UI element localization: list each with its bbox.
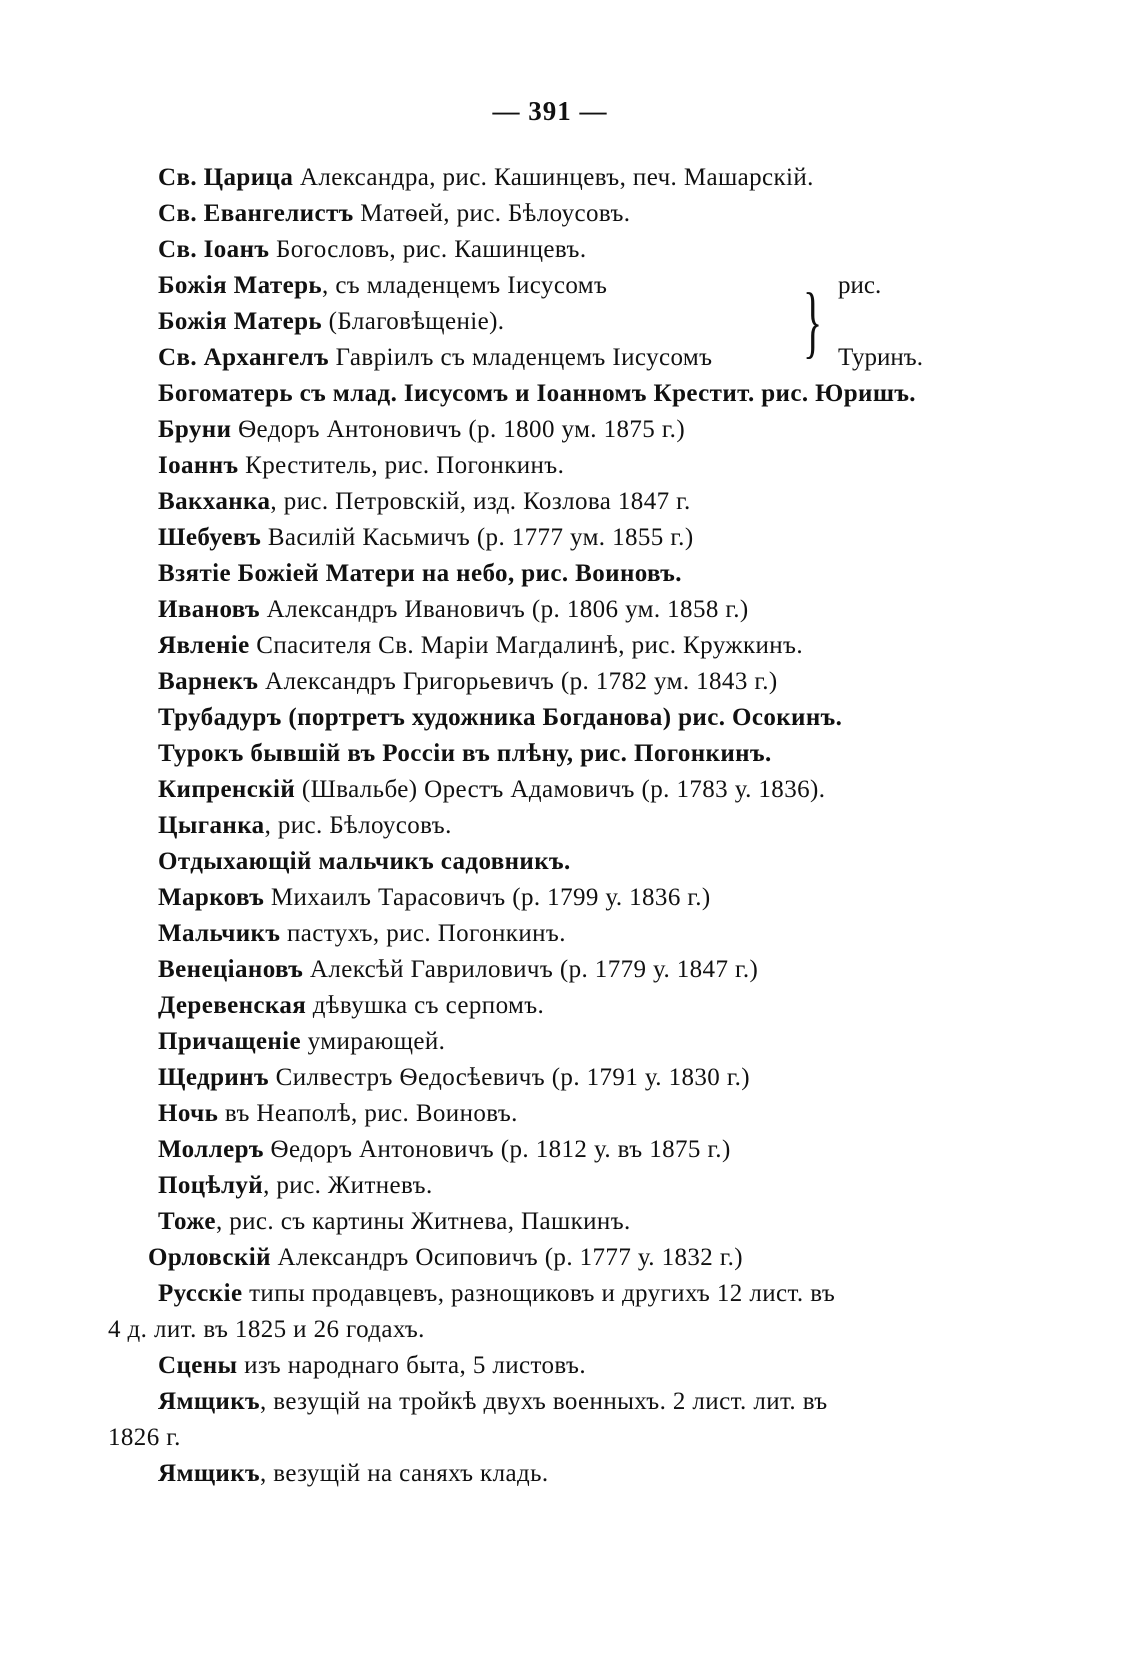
entry-heading: Тоже xyxy=(158,1208,216,1235)
entry-line xyxy=(108,700,1008,736)
entry-line xyxy=(108,376,1008,412)
entry-line xyxy=(108,1240,1008,1276)
entry-line xyxy=(108,1060,1008,1096)
entry-line xyxy=(108,232,1008,268)
entry-line xyxy=(108,448,1008,484)
entry-line xyxy=(108,196,1008,232)
entry-heading: Ямщикъ xyxy=(158,1460,260,1487)
entry-text: 4 д. лит. въ 1825 и 26 годахъ. xyxy=(108,1316,425,1343)
entry-heading: Ночь xyxy=(158,1100,219,1127)
entry-heading: Цыганка xyxy=(158,812,265,839)
entry-heading: Божія Матерь xyxy=(158,308,323,335)
entry-text: Ѳедоръ Антоновичъ (р. 1812 у. въ 1875 г.) xyxy=(263,1136,731,1163)
entry-line xyxy=(108,1168,1008,1204)
entry-heading: Св. Архангелъ xyxy=(158,344,330,371)
entry-text: Александра, рис. Кашинцевъ, печ. Машарскій. xyxy=(293,164,814,191)
entry-line xyxy=(108,1456,1008,1492)
entry-line xyxy=(108,1024,1008,1060)
entry-line xyxy=(108,664,1008,700)
entry-line xyxy=(108,1384,1008,1420)
curly-brace: } xyxy=(803,278,823,366)
entry-continuation xyxy=(108,1312,1008,1348)
entry-text: Ѳедоръ Антоновичъ (р. 1800 ум. 1875 г.) xyxy=(231,416,686,443)
entry-heading: Русскіе xyxy=(158,1280,243,1307)
entry-line xyxy=(108,412,1008,448)
entry-text: 1826 г. xyxy=(108,1424,181,1451)
entry-text: , съ младенцемъ Іисусомъ xyxy=(322,272,608,299)
entry-heading: Кипренскій xyxy=(158,776,296,803)
entry-heading: Шебуевъ xyxy=(158,524,262,551)
entry-text: Михаилъ Тарасовичъ (р. 1799 у. 1836 г.) xyxy=(264,884,711,911)
entry-heading: Турокъ бывшій въ Россіи въ плѣну, рис. Погонкинъ. xyxy=(158,740,772,767)
entry-heading: Поцѣлуй xyxy=(158,1172,264,1199)
entry-heading: Св. Царица xyxy=(158,164,294,191)
bracket-ris-label: рис. xyxy=(838,272,882,299)
bracket-turin-label: Туринъ. xyxy=(838,344,923,371)
entry-text: Креститель, рис. Погонкинъ. xyxy=(238,452,565,479)
entry-heading: Св. Евангелистъ xyxy=(158,200,354,227)
entry-line xyxy=(108,628,1008,664)
entry-heading: Марковъ xyxy=(158,884,265,911)
entry-line xyxy=(108,520,1008,556)
entry-heading: Причащеніе xyxy=(158,1028,302,1055)
entry-text: въ Неаполѣ, рис. Воиновъ. xyxy=(218,1100,518,1127)
entry-line xyxy=(108,484,1008,520)
entry-heading: Взятіе Божіей Матери на небо, рис. Воиновъ. xyxy=(158,560,682,587)
entry-text: , везущій на тройкѣ двухъ военныхъ. 2 лист. лит. въ xyxy=(259,1388,828,1415)
entry-heading: Орловскій xyxy=(148,1244,271,1271)
entry-list xyxy=(108,160,1008,1492)
entry-text: Силвестръ Ѳедосѣевичъ (р. 1791 у. 1830 г.) xyxy=(268,1064,751,1091)
entry-heading: Отдыхающій мальчикъ садовникъ. xyxy=(158,848,571,875)
entry-line xyxy=(108,952,1008,988)
entry-text: типы продавцевъ, разнощиковъ и другихъ 12 лист. въ xyxy=(242,1280,836,1307)
entry-text: (Швальбе) Орестъ Адамовичъ (р. 1783 у. 1836). xyxy=(295,776,826,803)
entry-text: пастухъ, рис. Погонкинъ. xyxy=(280,920,566,947)
entry-line xyxy=(108,1096,1008,1132)
entry-text: (Благовѣщеніе). xyxy=(322,308,505,335)
entry-heading: Божія Матерь xyxy=(158,272,323,299)
entry-heading: Вакханка xyxy=(158,488,271,515)
entry-heading: Св. Іоанъ xyxy=(158,236,270,263)
entry-heading: Мальчикъ xyxy=(158,920,281,947)
entry-text: Матѳей, рис. Бѣлоусовъ. xyxy=(353,200,631,227)
entry-heading: Моллеръ xyxy=(158,1136,264,1163)
entry-heading: Венеціановъ xyxy=(158,956,304,983)
entry-text: , рис. Петровскій, изд. Козлова 1847 г. xyxy=(270,488,691,515)
entry-line xyxy=(108,160,1008,196)
entry-continuation xyxy=(108,1420,1008,1456)
entry-line xyxy=(108,916,1008,952)
entry-line xyxy=(108,880,1008,916)
entry-heading: Богоматерь съ млад. Іисусомъ и Іоанномъ Крестит. рис. Юришъ. xyxy=(158,380,916,407)
page-number: — 391 — xyxy=(492,96,608,126)
entry-text: , везущій на саняхъ кладь. xyxy=(259,1460,549,1487)
entry-line xyxy=(108,772,1008,808)
entry-line xyxy=(108,592,1008,628)
entry-line xyxy=(108,1276,1008,1312)
entry-text: Александръ Григорьевичъ (р. 1782 ум. 1843 г.) xyxy=(258,668,778,695)
entry-line xyxy=(108,304,1008,340)
entry-line xyxy=(108,1132,1008,1168)
entry-text: Александръ Ивановичъ (р. 1806 ум. 1858 г.) xyxy=(259,596,749,623)
entry-heading: Ямщикъ xyxy=(158,1388,260,1415)
entry-text: Спасителя Св. Маріи Магдалинѣ, рис. Кружкинъ. xyxy=(249,632,804,659)
entry-line xyxy=(108,736,1008,772)
entry-text: Гавріилъ съ младенцемъ Іисусомъ xyxy=(329,344,713,371)
entry-heading: Іоаннъ xyxy=(158,452,239,479)
entry-text: Александръ Осиповичъ (р. 1777 у. 1832 г.) xyxy=(270,1244,744,1271)
entry-heading: Сцены xyxy=(158,1352,238,1379)
entry-text: умирающей. xyxy=(301,1028,446,1055)
entry-text: Богословъ, рис. Кашинцевъ. xyxy=(269,236,587,263)
entry-text: Алексѣй Гавриловичъ (р. 1779 у. 1847 г.) xyxy=(303,956,759,983)
entry-text: изъ народнаго быта, 5 листовъ. xyxy=(237,1352,586,1379)
entry-line xyxy=(108,844,1008,880)
entry-line xyxy=(108,1204,1008,1240)
entry-heading: Трубадуръ (портретъ художника Богданова) рис. Осокинъ. xyxy=(158,704,843,731)
entry-text: , рис. Житневъ. xyxy=(263,1172,433,1199)
entry-line xyxy=(108,556,1008,592)
entry-line xyxy=(108,988,1008,1024)
entry-line xyxy=(108,1348,1008,1384)
entry-text: дѣвушка съ серпомъ. xyxy=(306,992,545,1019)
entry-line xyxy=(108,808,1008,844)
entry-heading: Бруни xyxy=(158,416,232,443)
entry-text: Василій Касьмичъ (р. 1777 ум. 1855 г.) xyxy=(261,524,694,551)
entry-text: , рис. Бѣлоусовъ. xyxy=(264,812,452,839)
entry-heading: Ивановъ xyxy=(158,596,260,623)
entry-heading: Варнекъ xyxy=(158,668,259,695)
entry-heading: Явленіе xyxy=(158,632,250,659)
entry-text: , рис. съ картины Житнева, Пашкинъ. xyxy=(215,1208,631,1235)
bracketed-group xyxy=(108,268,1008,376)
entry-heading: Деревенская xyxy=(158,992,307,1019)
entry-heading: Щедринъ xyxy=(158,1064,269,1091)
